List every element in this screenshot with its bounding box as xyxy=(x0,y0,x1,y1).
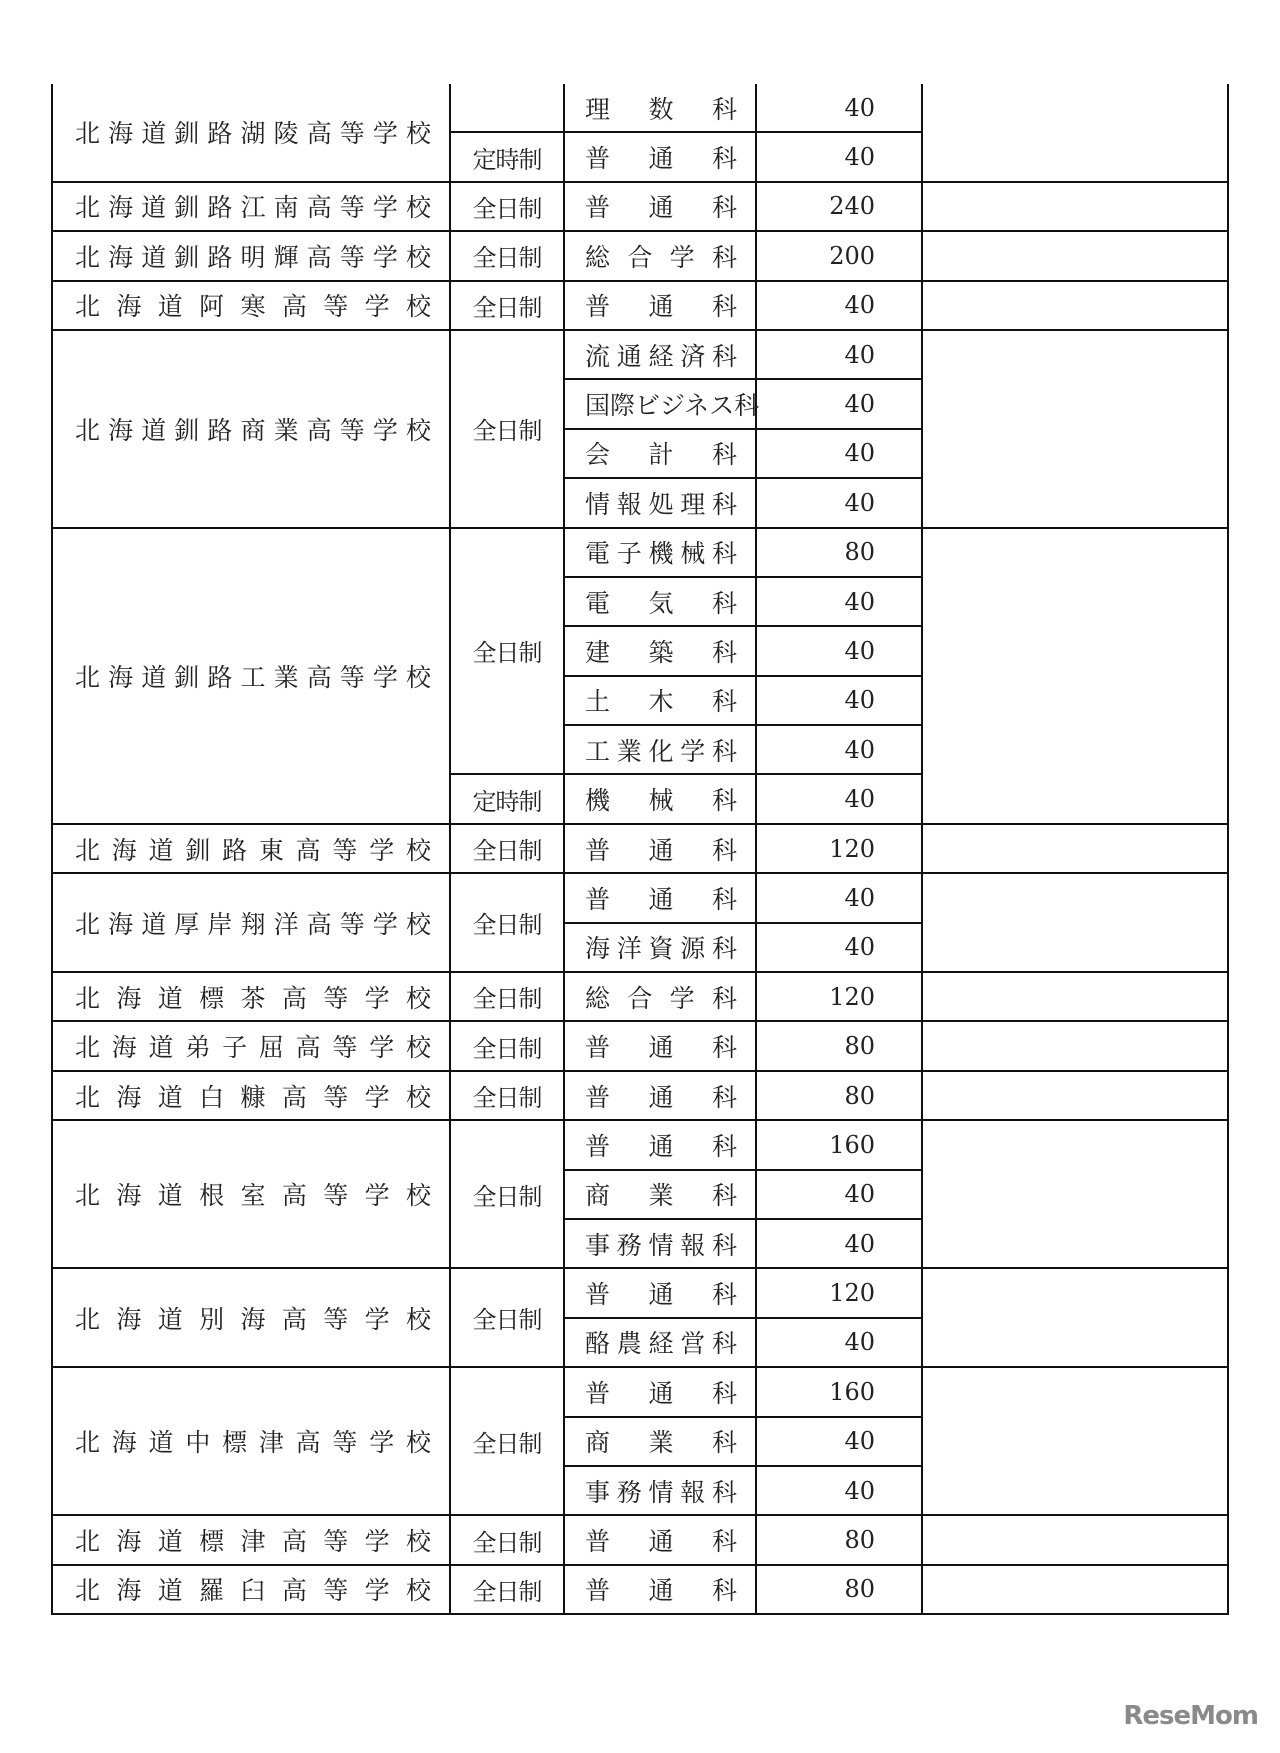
capacity-value: 40 xyxy=(756,1219,922,1268)
remarks-cell xyxy=(922,1071,1228,1120)
department-name: 工業化学科 xyxy=(564,725,756,774)
department-name: 情報処理科 xyxy=(564,478,756,527)
department-name: 土木科 xyxy=(564,676,756,725)
school-name: 北海道釧路明輝高等学校 xyxy=(52,231,450,280)
department-name: 普通科 xyxy=(564,1515,756,1564)
school-name: 北海道別海高等学校 xyxy=(52,1268,450,1367)
table-row xyxy=(52,972,1228,1021)
school-name: 北海道阿寒高等学校 xyxy=(52,281,450,330)
capacity-value: 40 xyxy=(756,873,922,922)
course-type: 全日制 xyxy=(450,1071,564,1120)
capacity-value: 80 xyxy=(756,1021,922,1070)
remarks-cell xyxy=(922,182,1228,231)
table-row xyxy=(52,1565,1228,1614)
school-name: 北海道羅臼高等学校 xyxy=(52,1565,450,1614)
remarks-cell xyxy=(922,1021,1228,1070)
capacity-value: 80 xyxy=(756,1565,922,1614)
department-name: 普通科 xyxy=(564,1367,756,1416)
capacity-value: 240 xyxy=(756,182,922,231)
department-name: 酪農経営科 xyxy=(564,1318,756,1367)
department-name: 事務情報科 xyxy=(564,1219,756,1268)
department-name: 事務情報科 xyxy=(564,1466,756,1515)
course-type: 全日制 xyxy=(450,1120,564,1268)
table-row xyxy=(52,182,1228,231)
table-row xyxy=(52,84,1228,132)
capacity-value: 40 xyxy=(756,1318,922,1367)
remarks-cell xyxy=(922,1515,1228,1564)
school-name: 北海道釧路商業高等学校 xyxy=(52,330,450,528)
remarks-cell xyxy=(922,873,1228,972)
remarks-cell xyxy=(922,824,1228,873)
table-row xyxy=(52,281,1228,330)
capacity-value: 80 xyxy=(756,1071,922,1120)
table-row xyxy=(52,231,1228,280)
remarks-cell xyxy=(922,972,1228,1021)
course-type: 定時制 xyxy=(450,774,564,823)
capacity-value: 40 xyxy=(756,676,922,725)
capacity-value: 40 xyxy=(756,774,922,823)
course-type: 全日制 xyxy=(450,528,564,775)
remarks-cell xyxy=(922,1367,1228,1515)
school-name: 北海道標茶高等学校 xyxy=(52,972,450,1021)
capacity-value: 120 xyxy=(756,1268,922,1317)
capacity-value: 40 xyxy=(756,923,922,972)
department-name: 機械科 xyxy=(564,774,756,823)
department-name: 建築科 xyxy=(564,626,756,675)
course-type: 全日制 xyxy=(450,1021,564,1070)
school-name: 北海道弟子屈高等学校 xyxy=(52,1021,450,1070)
capacity-value: 40 xyxy=(756,132,922,181)
department-name: 普通科 xyxy=(564,873,756,922)
department-name: 普通科 xyxy=(564,824,756,873)
capacity-value: 40 xyxy=(756,577,922,626)
course-type: 全日制 xyxy=(450,873,564,972)
school-name: 北海道白糠高等学校 xyxy=(52,1071,450,1120)
capacity-value: 160 xyxy=(756,1367,922,1416)
department-name: 電子機械科 xyxy=(564,528,756,577)
capacity-value: 40 xyxy=(756,379,922,428)
capacity-value: 40 xyxy=(756,330,922,379)
department-name: 商業科 xyxy=(564,1170,756,1219)
department-name: 普通科 xyxy=(564,132,756,181)
department-name: 普通科 xyxy=(564,1021,756,1070)
department-name: 普通科 xyxy=(564,281,756,330)
school-name: 北海道中標津高等学校 xyxy=(52,1367,450,1515)
capacity-value: 40 xyxy=(756,1417,922,1466)
department-name: 総合学科 xyxy=(564,972,756,1021)
department-name: 普通科 xyxy=(564,1120,756,1169)
department-name: 普通科 xyxy=(564,1565,756,1614)
course-type: 全日制 xyxy=(450,281,564,330)
capacity-value: 120 xyxy=(756,972,922,1021)
table-row xyxy=(52,873,1228,922)
table-row xyxy=(52,1120,1228,1169)
school-name: 北海道根室高等学校 xyxy=(52,1120,450,1268)
table-row xyxy=(52,528,1228,577)
course-type: 全日制 xyxy=(450,972,564,1021)
course-type: 全日制 xyxy=(450,1268,564,1367)
remarks-cell xyxy=(922,1120,1228,1268)
department-name: 理数科 xyxy=(564,84,756,132)
course-type xyxy=(450,84,564,132)
course-type: 定時制 xyxy=(450,132,564,181)
capacity-value: 40 xyxy=(756,84,922,132)
capacity-value: 120 xyxy=(756,824,922,873)
remarks-cell xyxy=(922,231,1228,280)
remarks-cell xyxy=(922,1565,1228,1614)
department-name: 総合学科 xyxy=(564,231,756,280)
department-name: 普通科 xyxy=(564,182,756,231)
remarks-cell xyxy=(922,1268,1228,1367)
course-type: 全日制 xyxy=(450,824,564,873)
course-type: 全日制 xyxy=(450,1565,564,1614)
capacity-value: 80 xyxy=(756,528,922,577)
course-type: 全日制 xyxy=(450,182,564,231)
department-name: 海洋資源科 xyxy=(564,923,756,972)
school-name: 北海道釧路江南高等学校 xyxy=(52,182,450,231)
department-name: 普通科 xyxy=(564,1268,756,1317)
table-row xyxy=(52,1367,1228,1416)
remarks-cell xyxy=(922,84,1228,182)
capacity-value: 80 xyxy=(756,1515,922,1564)
department-name: 普通科 xyxy=(564,1071,756,1120)
capacity-value: 40 xyxy=(756,725,922,774)
resemom-logo: ReseMom xyxy=(1123,1701,1258,1731)
table-row xyxy=(52,1515,1228,1564)
department-name: 電気科 xyxy=(564,577,756,626)
department-name: 国際ビジネス科 xyxy=(564,379,756,428)
capacity-value: 40 xyxy=(756,478,922,527)
table-row xyxy=(52,1021,1228,1070)
capacity-value: 40 xyxy=(756,1170,922,1219)
school-name: 北海道厚岸翔洋高等学校 xyxy=(52,873,450,972)
course-type: 全日制 xyxy=(450,231,564,280)
school-name: 北海道釧路湖陵高等学校 xyxy=(52,84,450,182)
school-name: 北海道標津高等学校 xyxy=(52,1515,450,1564)
school-name: 北海道釧路工業高等学校 xyxy=(52,528,450,824)
table-body xyxy=(52,84,1228,1614)
department-name: 流通経済科 xyxy=(564,330,756,379)
capacity-value: 40 xyxy=(756,626,922,675)
capacity-value: 40 xyxy=(756,281,922,330)
table-row xyxy=(52,824,1228,873)
capacity-value: 200 xyxy=(756,231,922,280)
capacity-value: 40 xyxy=(756,429,922,478)
table-row xyxy=(52,330,1228,379)
table-row xyxy=(52,1071,1228,1120)
capacity-value: 40 xyxy=(756,1466,922,1515)
course-type: 全日制 xyxy=(450,1367,564,1515)
department-name: 会計科 xyxy=(564,429,756,478)
course-type: 全日制 xyxy=(450,330,564,528)
remarks-cell xyxy=(922,330,1228,528)
table-row xyxy=(52,1268,1228,1317)
course-type: 全日制 xyxy=(450,1515,564,1564)
remarks-cell xyxy=(922,528,1228,824)
remarks-cell xyxy=(922,281,1228,330)
school-capacity-table xyxy=(51,84,1229,1615)
capacity-value: 160 xyxy=(756,1120,922,1169)
department-name: 商業科 xyxy=(564,1417,756,1466)
school-name: 北海道釧路東高等学校 xyxy=(52,824,450,873)
